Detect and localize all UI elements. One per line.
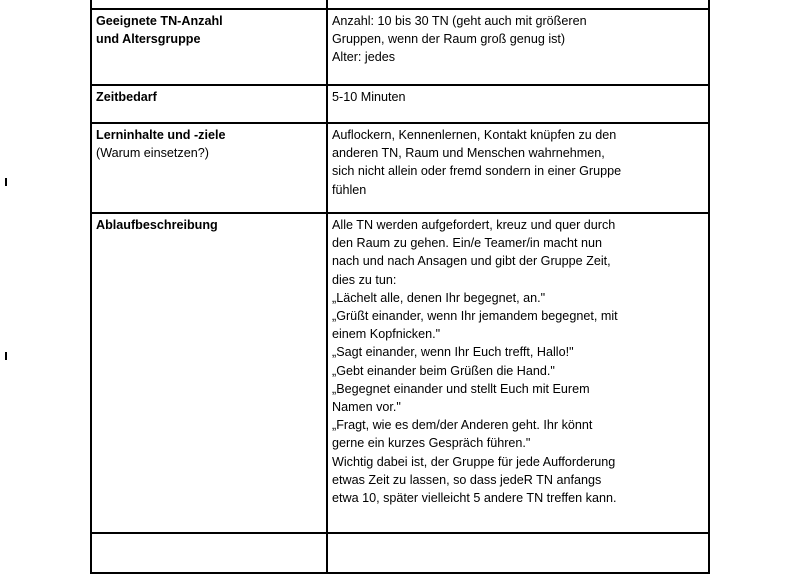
- row-label-goals: Lerninhalte und -ziele: [96, 128, 226, 142]
- content-line: 5-10 Minuten: [332, 90, 406, 104]
- content-line: anderen TN, Raum und Menschen wahrnehmen,: [332, 146, 605, 161]
- row-label-cell: [91, 213, 327, 533]
- content-line: „Lächelt alle, denen Ihr begegnet, an.": [332, 290, 546, 305]
- content-line: „Grüßt einander, wenn Ihr jemandem begegnet, mit: [332, 309, 618, 324]
- content-line: Gruppen, wenn der Raum groß genug ist): [332, 32, 566, 47]
- row-content-cell: [327, 123, 709, 213]
- row-label-participants-2: und Altersgruppe: [96, 32, 201, 47]
- margin-mark-lower: [5, 352, 7, 360]
- table-row-time: [91, 85, 709, 123]
- row-label-cell: [91, 123, 327, 213]
- row-label-goals-sub: (Warum einsetzen?): [96, 146, 209, 161]
- content-line: „Fragt, wie es dem/der Anderen geht. Ihr könnt: [332, 418, 593, 433]
- content-line: sich nicht allein oder fremd sondern in einer Gruppe: [332, 164, 622, 179]
- content-line: nach und nach Ansagen und gibt der Gruppe Zeit,: [332, 254, 611, 269]
- content-line: etwa 10, später vielleicht 5 andere TN treffen kann.: [332, 491, 617, 506]
- content-line: „Sagt einander, wenn Ihr Euch trefft, Hallo!": [332, 345, 574, 360]
- row-content-cell: [327, 0, 709, 9]
- table-row-top-cut: [91, 0, 709, 9]
- table-row-bottom-cut: [91, 533, 709, 573]
- content-line: etwas Zeit zu lassen, so dass jedeR TN anfangs: [332, 472, 602, 487]
- row-label-cell: [91, 0, 327, 9]
- table-row-procedure: [91, 213, 709, 533]
- content-line: fühlen: [332, 182, 367, 197]
- row-content-cell: [327, 85, 709, 123]
- content-line: Alter: jedes: [332, 50, 395, 65]
- content-line: Wichtig dabei ist, der Gruppe für jede Aufforderung: [332, 454, 616, 469]
- content-line: gerne ein kurzes Gespräch führen.": [332, 436, 531, 451]
- content-line: Namen vor.": [332, 400, 401, 415]
- row-label-procedure: Ablaufbeschreibung: [96, 218, 218, 232]
- activity-description-table: [90, 0, 710, 574]
- content-line: den Raum zu gehen. Ein/e Teamer/in macht nun: [332, 236, 602, 251]
- content-line: Alle TN werden aufgefordert, kreuz und quer durch: [332, 218, 616, 232]
- content-line: einem Kopfnicken.": [332, 327, 441, 342]
- row-content-cell: [327, 9, 709, 85]
- content-line: Auflockern, Kennenlernen, Kontakt knüpfen zu den: [332, 128, 617, 142]
- content-line: „Begegnet einander und stellt Euch mit Eurem: [332, 381, 590, 396]
- margin-mark-upper: [5, 178, 7, 186]
- row-label-participants: Geeignete TN-Anzahl: [96, 14, 223, 28]
- row-label-time: Zeitbedarf: [96, 90, 157, 104]
- content-line: „Gebt einander beim Grüßen die Hand.": [332, 363, 555, 378]
- row-label-cell: [91, 85, 327, 123]
- row-label-cell: [91, 533, 327, 573]
- row-content-cell: [327, 533, 709, 573]
- table-row-goals: [91, 123, 709, 213]
- content-line: dies zu tun:: [332, 272, 397, 287]
- row-label-cell: [91, 9, 327, 85]
- content-line: Anzahl: 10 bis 30 TN (geht auch mit größeren: [332, 14, 587, 28]
- table-row-participants: [91, 9, 709, 85]
- row-content-cell: [327, 213, 709, 533]
